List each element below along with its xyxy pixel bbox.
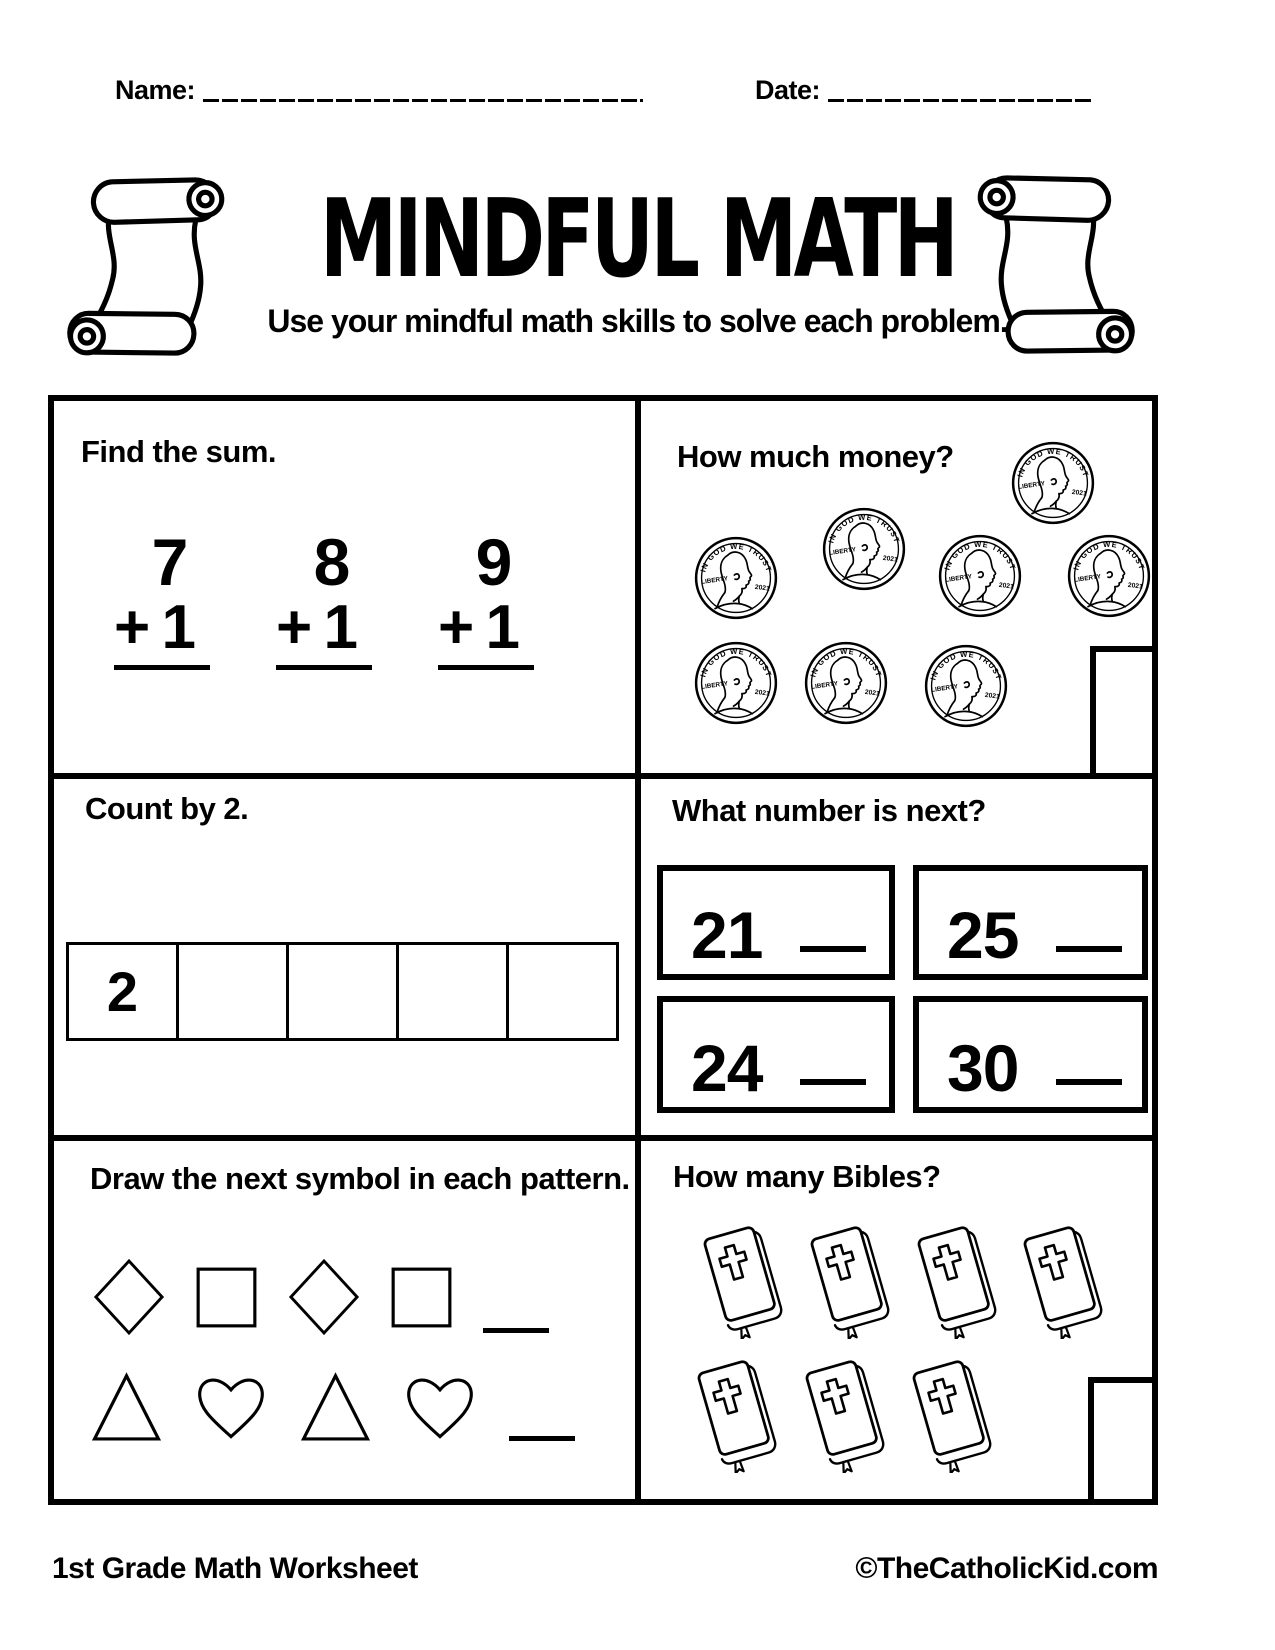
date-field [755,74,1091,106]
addend-top: 7 [151,525,189,599]
section-title: How many Bibles? [673,1159,941,1194]
page-subtitle: Use your mindful math skills to solve each problem. [267,303,1008,339]
date-label: Date: [755,75,821,105]
heart-shape-icon [192,1371,270,1443]
bibles-answer-box[interactable] [1088,1377,1152,1499]
penny-coin-icon [938,534,1022,623]
page-title: MINDFUL MATH [319,177,956,302]
addend-bottom-row [114,593,210,670]
penny-coin-icon [804,641,888,730]
penny-coin-icon [694,536,778,625]
count-sequence-row [66,942,619,1041]
diamond-shape-icon [93,1258,165,1336]
bible-icon [907,1221,999,1344]
plus-operator: + [438,593,475,662]
money-answer-box[interactable] [1090,646,1152,773]
addend-top: 9 [475,525,513,599]
svg-text:LIBERTY: LIBERTY [1017,480,1046,491]
svg-text:IN GOD WE TRUST: IN GOD WE TRUST [928,649,1004,682]
svg-text:IN GOD WE TRUST: IN GOD WE TRUST [826,512,902,545]
svg-text:IN GOD WE TRUST: IN GOD WE TRUST [808,646,884,679]
section-title: How much money? [677,439,954,474]
next-number-box [657,996,895,1113]
section-title: Draw the next symbol in each pattern. [90,1161,630,1196]
sequence-number: 30 [947,1031,1019,1106]
addition-problems [114,525,534,670]
section-title: Find the sum. [81,434,276,469]
svg-text:LIBERTY: LIBERTY [810,680,839,691]
diamond-shape-icon [288,1258,360,1336]
bible-icon [1013,1221,1105,1344]
svg-text:LIBERTY: LIBERTY [828,546,857,557]
addend-bottom: 1 [323,593,358,662]
svg-text:2021: 2021 [1071,488,1088,498]
addend-top: 8 [313,525,351,599]
svg-text:LIBERTY: LIBERTY [1073,573,1102,584]
bible-icon [800,1221,892,1344]
svg-text:LIBERTY: LIBERTY [944,573,973,584]
answer-blank-line[interactable] [1056,1079,1122,1085]
answer-blank-line[interactable] [800,946,866,952]
bible-icon [795,1355,887,1478]
addition-problem [276,525,372,670]
addend-bottom: 1 [485,593,520,662]
square-shape-icon [195,1265,258,1330]
count-cell-filled: 2 [66,942,179,1041]
svg-text:IN GOD WE TRUST: IN GOD WE TRUST [1015,446,1091,479]
next-number-box [913,996,1148,1113]
pattern-answer-blank[interactable] [509,1436,575,1441]
count-cell-blank[interactable] [176,942,289,1041]
addend-bottom: 1 [161,593,196,662]
penny-coin-icon [924,644,1008,733]
bible-icon [687,1355,779,1478]
svg-text:2021: 2021 [864,688,881,698]
svg-text:IN GOD WE TRUST: IN GOD WE TRUST [698,541,774,574]
svg-text:IN GOD WE TRUST: IN GOD WE TRUST [698,646,774,679]
svg-text:IN GOD WE TRUST: IN GOD WE TRUST [1071,539,1147,572]
next-number-box [657,865,895,980]
addition-problem [114,525,210,670]
svg-text:2021: 2021 [984,691,1001,701]
pattern-answer-blank[interactable] [483,1328,549,1333]
section-find-the-sum [54,401,635,773]
svg-text:IN GOD WE TRUST: IN GOD WE TRUST [942,539,1018,572]
svg-text:2021: 2021 [882,554,899,564]
date-blank-line[interactable] [828,99,1091,102]
penny-coin-icon [1067,534,1151,623]
name-field [115,74,643,106]
triangle-shape-icon [300,1371,371,1443]
section-what-number-is-next [641,779,1152,1135]
name-blank-line[interactable] [203,99,643,102]
worksheet-grid [48,395,1158,1505]
count-cell-blank[interactable] [396,942,509,1041]
count-cell-blank[interactable] [286,942,399,1041]
svg-text:2021: 2021 [998,581,1015,591]
addition-problem [438,525,534,670]
answer-blank-line[interactable] [800,1079,866,1085]
heart-shape-icon [401,1371,479,1443]
sequence-number: 24 [691,1031,763,1106]
svg-text:2021: 2021 [754,583,771,593]
section-title: Count by 2. [85,791,249,826]
sequence-number: 21 [691,898,763,973]
pattern-row [93,1257,549,1337]
svg-text:LIBERTY: LIBERTY [930,683,959,694]
bible-icon [693,1221,785,1344]
bible-icon [902,1355,994,1478]
svg-text:2021: 2021 [754,688,771,698]
section-title: What number is next? [672,793,986,828]
square-shape-icon [390,1265,453,1330]
section-how-much-money [641,401,1152,773]
plus-operator: + [114,593,151,662]
penny-coin-icon [822,507,906,596]
answer-blank-line[interactable] [1056,946,1122,952]
section-count-by-2 [54,779,635,1135]
name-label: Name: [115,75,196,105]
penny-coin-icon [694,641,778,730]
section-how-many-bibles [641,1141,1152,1499]
count-cell-blank[interactable] [506,942,619,1041]
section-draw-next-symbol [54,1141,635,1499]
svg-text:2021: 2021 [1127,581,1144,591]
footer-credit: ©TheCatholicKid.com [855,1552,1158,1585]
penny-coin-icon [1011,441,1095,530]
footer [52,1552,1158,1586]
triangle-shape-icon [91,1371,162,1443]
svg-text:LIBERTY: LIBERTY [700,575,729,586]
addend-bottom-row [438,593,534,670]
addend-bottom-row [276,593,372,670]
next-number-box [913,865,1148,980]
plus-operator: + [276,593,313,662]
svg-text:LIBERTY: LIBERTY [700,680,729,691]
footer-worksheet-label: 1st Grade Math Worksheet [52,1552,418,1585]
pattern-row [91,1369,575,1445]
next-number-grid [657,865,1148,1113]
sequence-number: 25 [947,898,1019,973]
